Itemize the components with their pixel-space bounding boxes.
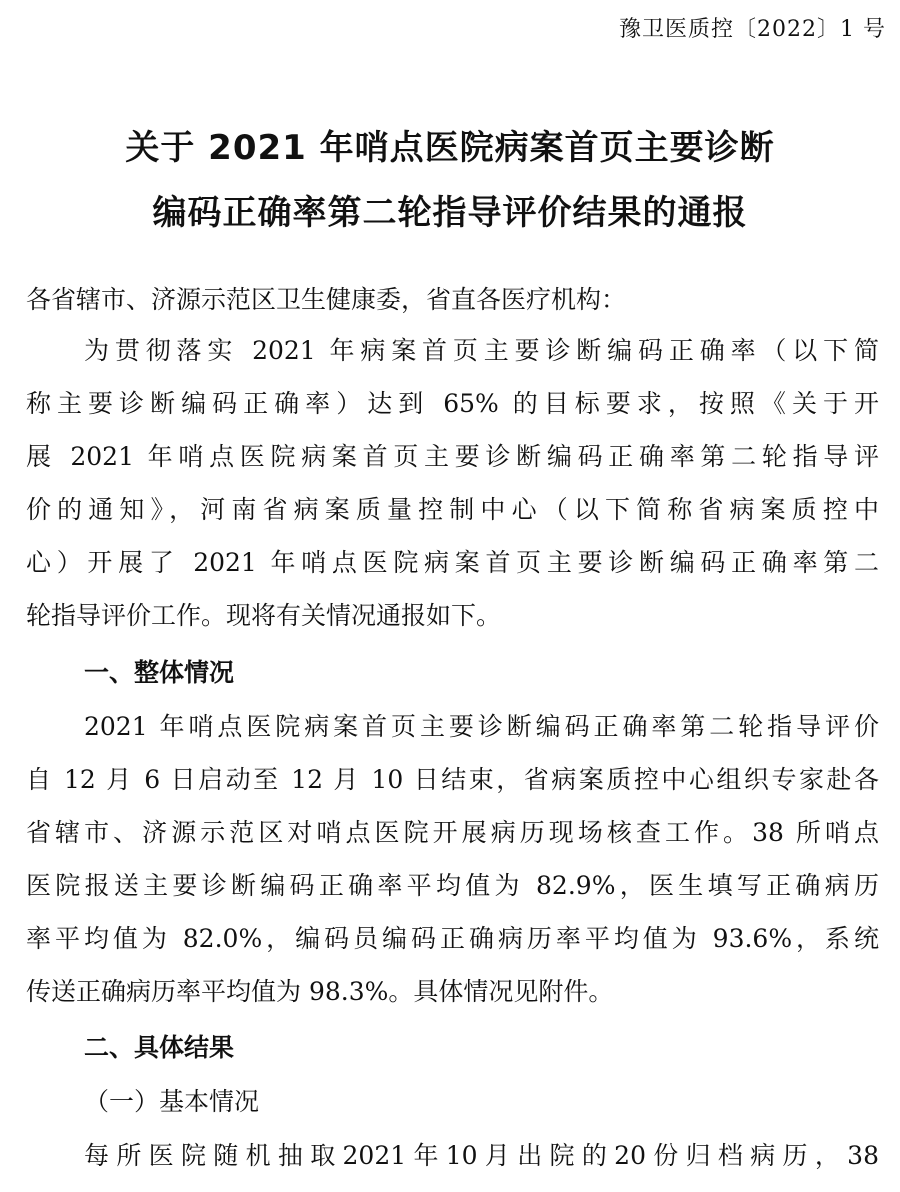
paragraph-line: 率平均值为 82.0%，编码员编码正确病历率平均值为 93.6%，系统 — [26, 924, 879, 953]
paragraph-line: 心）开展了 2021 年哨点医院病案首页主要诊断编码正确率第二 — [26, 548, 879, 577]
paragraph-line: 省辖市、济源示范区对哨点医院开展病历现场核查工作。38 所哨点 — [26, 818, 879, 847]
paragraph-line: 价的通知》，河南省病案质量控制中心（以下简称省病案质控中 — [26, 495, 879, 524]
paragraph-line: 自 12 月 6 日启动至 12 月 10 日结束，省病案质控中心组织专家赴各 — [26, 765, 879, 794]
subsection-heading: （一）基本情况 — [84, 1087, 260, 1116]
paragraph-line: 展 2021 年哨点医院病案首页主要诊断编码正确率第二轮指导评 — [26, 442, 879, 471]
document-title-line-2: 编码正确率第二轮指导评价结果的通报 — [152, 193, 748, 233]
paragraph-line: 2021 年哨点医院病案首页主要诊断编码正确率第二轮指导评价 — [84, 712, 879, 741]
paragraph-line: 轮指导评价工作。现将有关情况通报如下。 — [26, 601, 502, 630]
salutation: 各省辖市、济源示范区卫生健康委，省直各医疗机构： — [26, 285, 627, 314]
paragraph-line: 医院报送主要诊断编码正确率平均值为 82.9%，医生填写正确病历 — [26, 871, 879, 900]
section-heading-1: 一、整体情况 — [84, 658, 235, 687]
paragraph-line: 为贯彻落实 2021 年病案首页主要诊断编码正确率（以下简 — [84, 336, 879, 365]
section-heading-2: 二、具体结果 — [84, 1033, 235, 1062]
document-title-line-1: 关于 2021 年哨点医院病案首页主要诊断 — [125, 128, 775, 168]
paragraph-line: 传送正确病历率平均值为 98.3%。具体情况见附件。 — [26, 977, 614, 1006]
paragraph-line: 每所医院随机抽取2021年10月出院的20份归档病历，38 — [84, 1141, 879, 1170]
document-number: 豫卫医质控〔2022〕1 号 — [619, 17, 886, 42]
paragraph-line: 称主要诊断编码正确率）达到 65% 的目标要求，按照《关于开 — [26, 389, 879, 418]
